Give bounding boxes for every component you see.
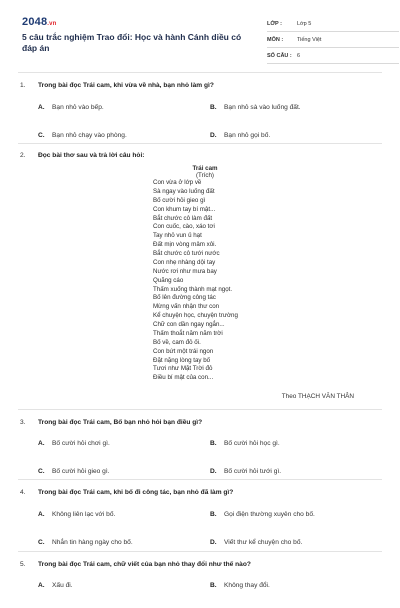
- option-letter: C.: [38, 539, 45, 546]
- option-text: Bố cười hỏi chơi gì.: [52, 440, 110, 447]
- question-header: [20, 152, 380, 159]
- option-letter: A.: [38, 511, 45, 518]
- poem-line: Tươi như Mặt Trời đỏ: [153, 365, 213, 373]
- poem-block: [153, 165, 255, 383]
- question-number: 3.: [20, 419, 26, 426]
- answer-option-a[interactable]: [38, 580, 210, 591]
- question-divider: [18, 479, 382, 480]
- option-text: Bạn nhỏ chạy vào phòng.: [52, 132, 127, 139]
- question-divider: [18, 143, 382, 144]
- answer-option-b[interactable]: [210, 509, 382, 520]
- answer-options: [38, 102, 380, 158]
- poem-line: Con vừa ở lớp về: [153, 179, 202, 186]
- option-text: Không thay đổi.: [224, 582, 270, 589]
- question-header: [20, 561, 380, 568]
- meta-value: Lớp 5: [297, 20, 312, 27]
- poem-line: Quãng cáo: [153, 276, 184, 284]
- option-letter: A.: [38, 440, 45, 447]
- option-text: Nhắn tin hàng ngày cho bố.: [52, 539, 133, 546]
- option-text: Không liên lạc với bố.: [52, 511, 116, 518]
- question-2: [20, 152, 380, 159]
- question-text: Trong bài đọc Trái cam, khi vừa về nhà, bạn nhỏ làm gì?: [38, 82, 214, 89]
- question-text: Trong bài đọc Trái cam, Bố bạn nhỏ hỏi bạn điều gì?: [38, 419, 203, 426]
- poem-line: Bố về, cam đỏ ối.: [153, 338, 201, 346]
- poem-line: Bắt chước cô làm đất: [153, 214, 213, 222]
- option-text: Gọi điện thường xuyên cho bố.: [224, 511, 315, 518]
- meta-row-class: [267, 16, 399, 32]
- poem-subtitle: (Trích): [196, 172, 214, 179]
- answer-option-a[interactable]: [38, 438, 210, 449]
- poem-line: Kể chuyện học, chuyện trường: [153, 312, 238, 320]
- question-header: [20, 419, 380, 426]
- option-text: Bạn nhỏ gọi bố.: [224, 132, 271, 139]
- poem-line: Con khum tay bí mật...: [153, 205, 216, 213]
- option-letter: A.: [38, 104, 45, 111]
- meta-label: LỚP :: [267, 20, 282, 27]
- question-number: 1.: [20, 82, 26, 89]
- poem-author: Theo THẠCH VĂN THÂN: [281, 393, 354, 400]
- question-5: [20, 561, 380, 608]
- poem-line: Sà ngay vào luống đất: [153, 187, 215, 195]
- logo-suffix-text: .vn: [47, 21, 57, 27]
- question-4: [20, 489, 380, 565]
- answer-option-b[interactable]: [210, 102, 382, 113]
- answer-options: [38, 580, 380, 608]
- answer-option-b[interactable]: [210, 438, 382, 449]
- poem-line: Bắt chước cô tưới nước: [153, 250, 220, 257]
- question-number: 2.: [20, 152, 26, 159]
- option-letter: D.: [210, 539, 217, 546]
- meta-value: Tiếng Việt: [297, 36, 322, 43]
- poem-line: Bố cười hỏi gieo gì: [153, 196, 206, 204]
- option-text: Bố cười hỏi gieo gì.: [52, 468, 110, 475]
- answer-option-c[interactable]: [38, 130, 210, 141]
- question-header: [20, 82, 380, 89]
- poem-line: Con nhẹ nhàng dội tay: [153, 258, 216, 266]
- question-1: [20, 82, 380, 158]
- poem-line: Thấm xuống thành mạt ngọt.: [153, 285, 233, 293]
- poem-line: Mừng vấn nhận thư con: [153, 303, 220, 311]
- question-text: Đọc bài thơ sau và trả lời câu hỏi:: [38, 152, 145, 159]
- question-text: Trong bài đọc Trái cam, khi bố đi công tác, bạn nhỏ đã làm gì?: [38, 489, 234, 496]
- poem-line: Đặt nặng lòng tay bố: [153, 356, 211, 364]
- meta-value: 6: [297, 52, 301, 59]
- worksheet-header: [18, 16, 382, 72]
- option-letter: C.: [38, 132, 45, 139]
- logo-main-text: 2048: [22, 16, 48, 28]
- option-letter: B.: [210, 582, 217, 589]
- option-letter: D.: [210, 132, 217, 139]
- option-text: Bố cười hỏi học gì.: [224, 440, 280, 447]
- question-header: [20, 489, 380, 496]
- option-letter: B.: [210, 440, 217, 447]
- poem-title: Trái cam: [192, 165, 218, 172]
- answer-options: [38, 438, 380, 494]
- question-divider: [18, 409, 382, 410]
- answer-options: [38, 509, 380, 565]
- document-title: 5 câu trắc nghiệm Trao đổi: Học và hành Cánh diều có đáp án: [22, 32, 242, 53]
- answer-option-d[interactable]: [210, 130, 382, 141]
- answer-option-b[interactable]: [210, 580, 382, 591]
- meta-row-subject: [267, 32, 399, 48]
- poem-line: Nước rơi như mưa bay: [153, 267, 217, 275]
- header-divider: [18, 72, 382, 73]
- meta-info-table: [267, 16, 399, 64]
- question-3: [20, 419, 380, 494]
- poem-line: Thấm thoắt năm năm trời: [153, 329, 223, 337]
- answer-option-c[interactable]: [38, 466, 210, 477]
- option-text: Bạn nhỏ vào bếp.: [52, 104, 104, 111]
- meta-label: SỐ CÂU :: [267, 52, 292, 59]
- answer-option-d[interactable]: [210, 537, 382, 548]
- question-text: Trong bài đọc Trái cam, chữ viết của bạn nhỏ thay đổi như thế nào?: [38, 561, 251, 568]
- answer-option-a[interactable]: [38, 102, 210, 113]
- poem-line: Điều bí mật của con...: [153, 374, 214, 382]
- site-logo[interactable]: [22, 16, 57, 28]
- poem-line: Bố lên đường công tác: [153, 294, 216, 302]
- option-letter: C.: [38, 468, 45, 475]
- option-letter: B.: [210, 511, 217, 518]
- option-letter: D.: [210, 468, 217, 475]
- poem-line: Đất mịn vòng mâm xôi.: [153, 241, 217, 249]
- option-letter: B.: [210, 104, 217, 111]
- option-letter: A.: [38, 582, 45, 589]
- poem-line: Tay nhỏ vun ủ hạt: [153, 232, 202, 240]
- option-text: Viết thư kể chuyện cho bố.: [224, 539, 303, 546]
- option-text: Bạn nhỏ sà vào luống đất.: [224, 104, 301, 111]
- option-text: Xấu đi.: [52, 582, 73, 589]
- meta-label: MÔN :: [267, 36, 284, 43]
- poem-line: Chữ con dần ngay ngắn...: [153, 321, 225, 328]
- meta-row-count: [267, 48, 399, 64]
- question-divider: [18, 551, 382, 552]
- option-text: Bố cười hỏi tưới gì.: [224, 468, 282, 475]
- poem-line: Con cuốc, cào, xáo tơi: [153, 223, 215, 231]
- answer-option-d[interactable]: [210, 466, 382, 477]
- answer-option-a[interactable]: [38, 509, 210, 520]
- answer-option-c[interactable]: [38, 537, 210, 548]
- poem-line: Con bứt một trái ngon: [153, 347, 214, 355]
- question-number: 5.: [20, 561, 26, 568]
- question-number: 4.: [20, 489, 26, 496]
